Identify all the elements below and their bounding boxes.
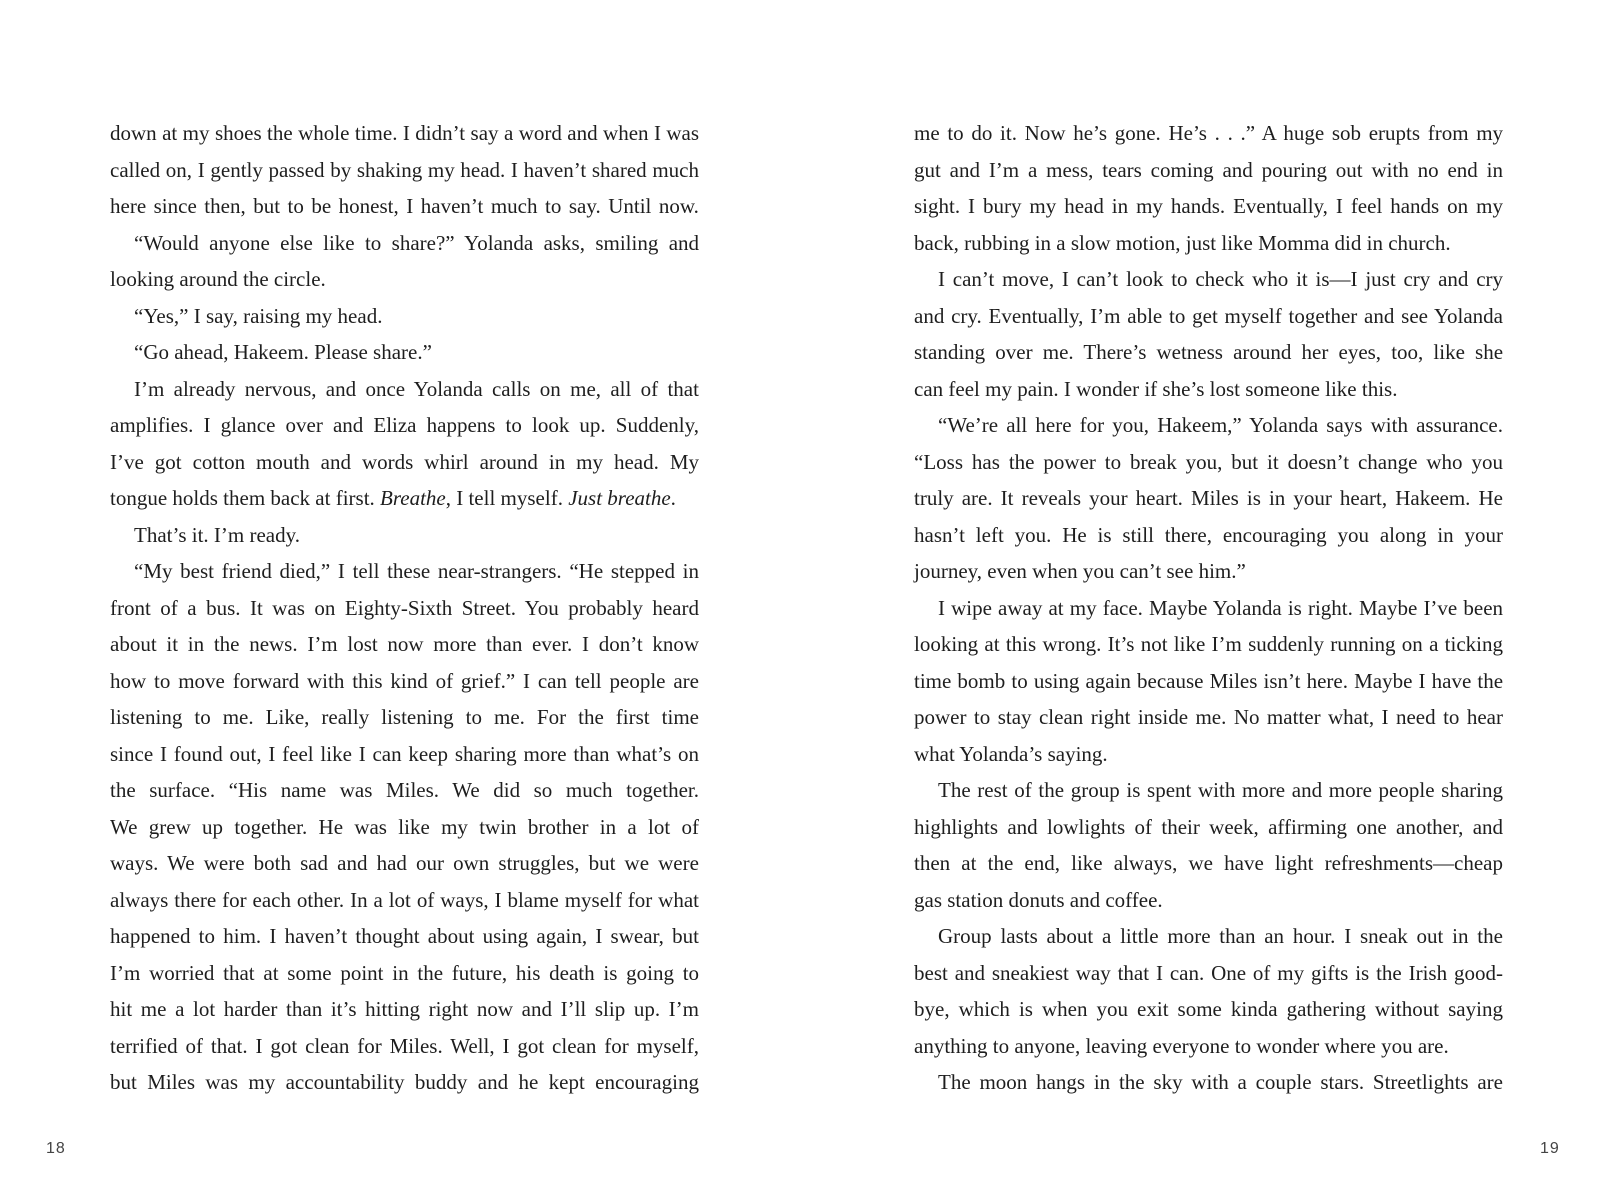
text-line xyxy=(110,809,699,846)
line-text: That’s it. I’m ready. xyxy=(134,522,301,547)
text-line xyxy=(914,225,1503,262)
text-line xyxy=(914,407,1503,444)
line-text: about it in the news. I’m lost now more than ever. I don’t know xyxy=(110,632,700,656)
text-line xyxy=(110,298,699,335)
text-line xyxy=(110,115,699,152)
text-line xyxy=(914,772,1503,809)
text-line xyxy=(110,1064,699,1101)
text-line xyxy=(110,1028,699,1065)
line-text: truly are. It reveals your heart. Miles is in your heart, Hakeem. He xyxy=(914,486,1503,510)
text-line xyxy=(914,298,1503,335)
text-line xyxy=(914,991,1503,1028)
text-line xyxy=(914,261,1503,298)
right-page-number: 19 xyxy=(1540,1140,1560,1157)
line-text: I’ve got cotton mouth and words whirl around in my head. My xyxy=(110,449,699,474)
line-text: then at the end, like always, we have light refreshments—cheap xyxy=(914,851,1503,875)
text-line xyxy=(914,590,1503,627)
text-line xyxy=(914,553,1503,590)
line-text: but Miles was my accountability buddy and he kept encouraging xyxy=(110,1070,699,1094)
line-text: I wipe away at my face. Maybe Yolanda is right. Maybe I’ve been xyxy=(938,595,1504,620)
text-line xyxy=(110,480,699,517)
line-text: The moon hangs in the sky with a couple stars. Streetlights are xyxy=(938,1070,1503,1094)
text-line xyxy=(914,809,1503,846)
line-text: I’m already nervous, and once Yolanda calls on me, all of that xyxy=(134,376,699,401)
italic-text: Breathe xyxy=(380,486,446,510)
line-text: listening to me. Like, really listening to me. For the first time xyxy=(110,705,699,729)
line-text: highlights and lowlights of their week, affirming one another, and xyxy=(914,814,1504,839)
line-text: “My best friend died,” I tell these near-strangers. “He stepped in xyxy=(134,559,700,583)
text-line xyxy=(914,955,1503,992)
line-text: gas station donuts and coffee. xyxy=(914,887,1163,912)
text-line xyxy=(110,772,699,809)
text-line xyxy=(110,918,699,955)
text-line xyxy=(914,663,1503,700)
text-line xyxy=(110,553,699,590)
text-line xyxy=(914,626,1503,663)
line-text: can feel my pain. I wonder if she’s lost someone like this. xyxy=(914,376,1398,401)
text-segment: tongue holds them back at first. xyxy=(110,486,381,510)
line-text: Group lasts about a little more than an hour. I sneak out in the xyxy=(938,924,1503,948)
line-text: called on, I gently passed by shaking my head. I haven’t shared much xyxy=(110,157,699,182)
text-line xyxy=(914,152,1503,189)
line-text: power to stay clean right inside me. No matter what, I need to hear xyxy=(914,705,1503,729)
text-line xyxy=(110,517,699,554)
text-line xyxy=(914,480,1503,517)
line-text: gut and I’m a mess, tears coming and pouring out with no end in xyxy=(914,157,1503,182)
text-line xyxy=(110,663,699,700)
line-text: The rest of the group is spent with more and more people sharing xyxy=(938,778,1503,802)
right-page-text xyxy=(914,115,1503,1101)
line-text: best and sneakiest way that I can. One of my gifts is the Irish good- xyxy=(914,960,1503,985)
text-line xyxy=(914,882,1503,919)
text-line xyxy=(914,517,1503,554)
line-text: what Yolanda’s saying. xyxy=(914,741,1108,766)
line-text: “Would anyone else like to share?” Yolanda asks, smiling and xyxy=(134,230,700,255)
text-segment: . xyxy=(670,486,676,510)
text-line xyxy=(110,407,699,444)
text-line xyxy=(110,699,699,736)
line-text: anything to anyone, leaving everyone to wonder where you are. xyxy=(914,1033,1449,1058)
line-text: bye, which is when you exit some kinda gathering without saying xyxy=(914,997,1503,1021)
line-text: amplifies. I glance over and Eliza happens to look up. Suddenly, xyxy=(110,413,700,437)
line-text: “Loss has the power to break you, but it doesn’t change who you xyxy=(914,449,1503,474)
text-line xyxy=(110,225,699,262)
line-text: happened to him. I haven’t thought about using again, I swear, but xyxy=(110,924,699,948)
text-line xyxy=(110,845,699,882)
line-text: “Go ahead, Hakeem. Please share.” xyxy=(134,340,432,364)
line-text: front of a bus. It was on Eighty-Sixth Street. You probably heard xyxy=(110,595,699,620)
line-text: back, rubbing in a slow motion, just like Momma did in church. xyxy=(914,230,1451,255)
line-text: looking around the circle. xyxy=(110,267,326,291)
text-line xyxy=(110,334,699,371)
left-page-text xyxy=(110,115,699,1101)
text-line xyxy=(110,152,699,189)
text-line xyxy=(914,371,1503,408)
text-line xyxy=(914,115,1503,152)
line-text: ways. We were both sad and had our own struggles, but we were xyxy=(110,851,699,875)
text-line xyxy=(914,699,1503,736)
line-text: I can’t move, I can’t look to check who it is—I just cry and cry xyxy=(938,267,1504,291)
text-line xyxy=(110,261,699,298)
line-text: time bomb to using again because Miles isn’t here. Maybe I have the xyxy=(914,668,1504,693)
line-text: We grew up together. He was like my twin brother in a lot of xyxy=(110,814,699,839)
text-line xyxy=(110,188,699,225)
text-line xyxy=(914,1028,1503,1065)
line-text: “Yes,” I say, raising my head. xyxy=(134,303,383,328)
text-line xyxy=(914,736,1503,773)
text-line xyxy=(914,444,1503,481)
line-text: down at my shoes the whole time. I didn’t say a word and when I was xyxy=(110,121,700,145)
italic-text: Just breathe xyxy=(568,486,671,510)
text-line xyxy=(110,626,699,663)
text-line xyxy=(914,918,1503,955)
line-text: me to do it. Now he’s gone. He’s . . .” A huge sob erupts from my xyxy=(914,121,1504,145)
line-text: sight. I bury my head in my hands. Eventually, I feel hands on my xyxy=(914,194,1503,218)
left-page-number: 18 xyxy=(46,1140,66,1157)
line-text: always there for each other. In a lot of ways, I blame myself for what xyxy=(110,887,700,912)
line-text: standing over me. There’s wetness around her eyes, too, like she xyxy=(914,340,1504,364)
text-line xyxy=(110,736,699,773)
text-line xyxy=(914,1064,1503,1101)
text-line xyxy=(110,955,699,992)
line-text: how to move forward with this kind of grief.” I can tell people are xyxy=(110,668,699,693)
line-text: “We’re all here for you, Hakeem,” Yolanda says with assurance. xyxy=(938,413,1503,437)
text-line xyxy=(110,371,699,408)
text-line xyxy=(110,991,699,1028)
text-line xyxy=(914,334,1503,371)
line-text: journey, even when you can’t see him.” xyxy=(914,559,1246,583)
line-text: and cry. Eventually, I’m able to get myself together and see Yolanda xyxy=(914,303,1503,328)
text-line xyxy=(110,590,699,627)
line-text: I’m worried that at some point in the future, his death is going to xyxy=(110,960,700,985)
line-text: hit me a lot harder than it’s hitting right now and I’ll slip up. I’m xyxy=(110,997,700,1021)
line-text: hasn’t left you. He is still there, encouraging you along in your xyxy=(914,522,1504,547)
line-text: the surface. “His name was Miles. We did so much together. xyxy=(110,778,699,802)
line-text: here since then, but to be honest, I haven’t much to say. Until now. xyxy=(110,194,699,218)
text-line xyxy=(914,845,1503,882)
line-text: since I found out, I feel like I can keep sharing more than what’s on xyxy=(110,741,699,766)
text-line xyxy=(110,444,699,481)
text-segment: , I tell myself. xyxy=(445,486,569,510)
line-text: looking at this wrong. It’s not like I’m suddenly running on a ticking xyxy=(914,632,1503,656)
text-line xyxy=(110,882,699,919)
text-line xyxy=(914,188,1503,225)
line-text: terrified of that. I got clean for Miles. Well, I got clean for myself, xyxy=(110,1033,700,1058)
